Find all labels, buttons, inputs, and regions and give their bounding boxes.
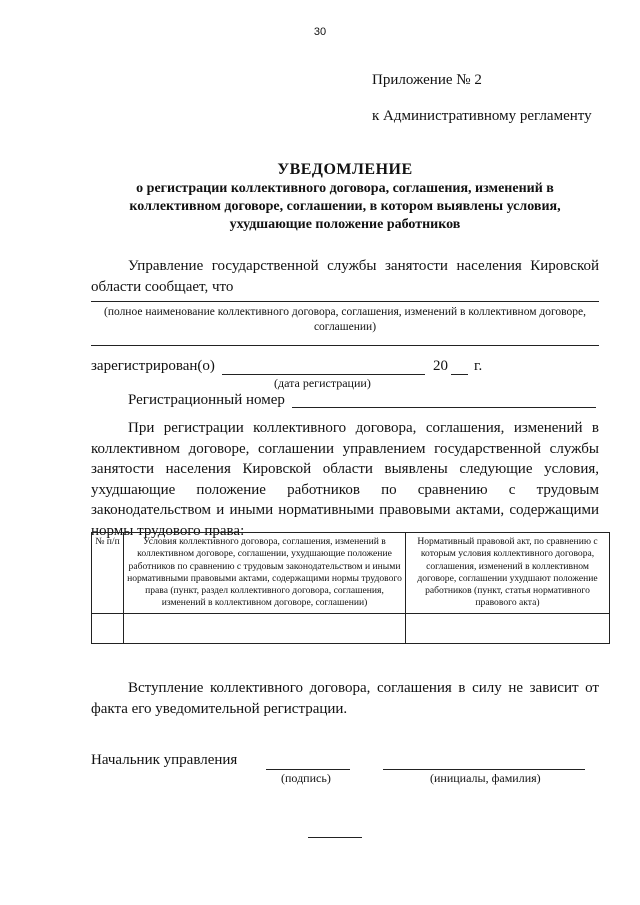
name-line [383,769,585,770]
name-line-bottom [91,345,599,346]
signature-position: Начальник управления [91,752,238,768]
table-header-legal-act: Нормативный правовой акт, по сравнению с которым условия коллективного договора, соглашения, изменений в коллективном договоре, соглашении ухудшают положение работников (пункт, статья нормативного правового акта) [406,533,610,614]
intro-paragraph: Управление государственной службы занятости населения Кировской области сообщает, что [91,258,599,295]
closing-paragraph: Вступление коллективного договора, соглашения в силу не зависит от факта его уведомительной регистрации. [91,680,599,717]
signature-line [266,769,350,770]
table-cell [92,613,124,643]
reg-number-label: Регистрационный номер [128,392,285,408]
table-cell [124,613,406,643]
table-row [92,613,610,643]
table-header-number: № п/п [92,533,124,614]
name-line-top [91,301,599,302]
signature-caption: (подпись) [281,771,331,785]
year-line [451,374,468,375]
page-number: 30 [313,26,327,38]
conditions-table [91,532,610,644]
year-prefix: 20 [433,358,448,374]
registered-label: зарегистрирован(о) [91,358,215,374]
end-divider [308,837,362,838]
registration-date-line [222,374,425,375]
body-paragraph: При регистрации коллективного договора, соглашения, изменений в коллективном договоре, соглашении управлением государственной службы занятости населения Кировской области выявлены следующие условия, ухудшающие положение работников по сравнению с трудовым законодательством и иными нормативными правовыми актами, содержащими нормы трудового права: [91,420,599,539]
table-header-row [92,533,610,614]
name-caption: (полное наименование коллективного договора, соглашения, изменений в коллективном договоре, соглашении) [103,306,587,333]
year-suffix: г. [474,358,483,374]
title-main: УВЕДОМЛЕНИЕ [277,161,413,178]
title-subtitle: о регистрации коллективного договора, соглашения, изменений в коллективном договоре, соглашении, в котором выявлены условия, ухудшающие положение работников [129,181,561,232]
name-caption-signature: (инициалы, фамилия) [430,771,541,785]
reg-number-line [292,407,596,408]
appendix-label: Приложение № 2 [372,72,482,88]
document-title [95,160,595,234]
table-cell [406,613,610,643]
regulation-label: к Административному регламенту [372,108,592,124]
date-caption: (дата регистрации) [274,376,371,390]
table-header-conditions: Условия коллективного договора, соглашения, изменений в коллективном договоре, соглашении, ухудшающие положение работников по сравнению с трудовым законодательством и иными нормативными правовыми актами, содержащими нормы трудового права (пункт, раздел коллективного договора, соглашения, изменений в коллективном договоре, соглашении) [124,533,406,614]
